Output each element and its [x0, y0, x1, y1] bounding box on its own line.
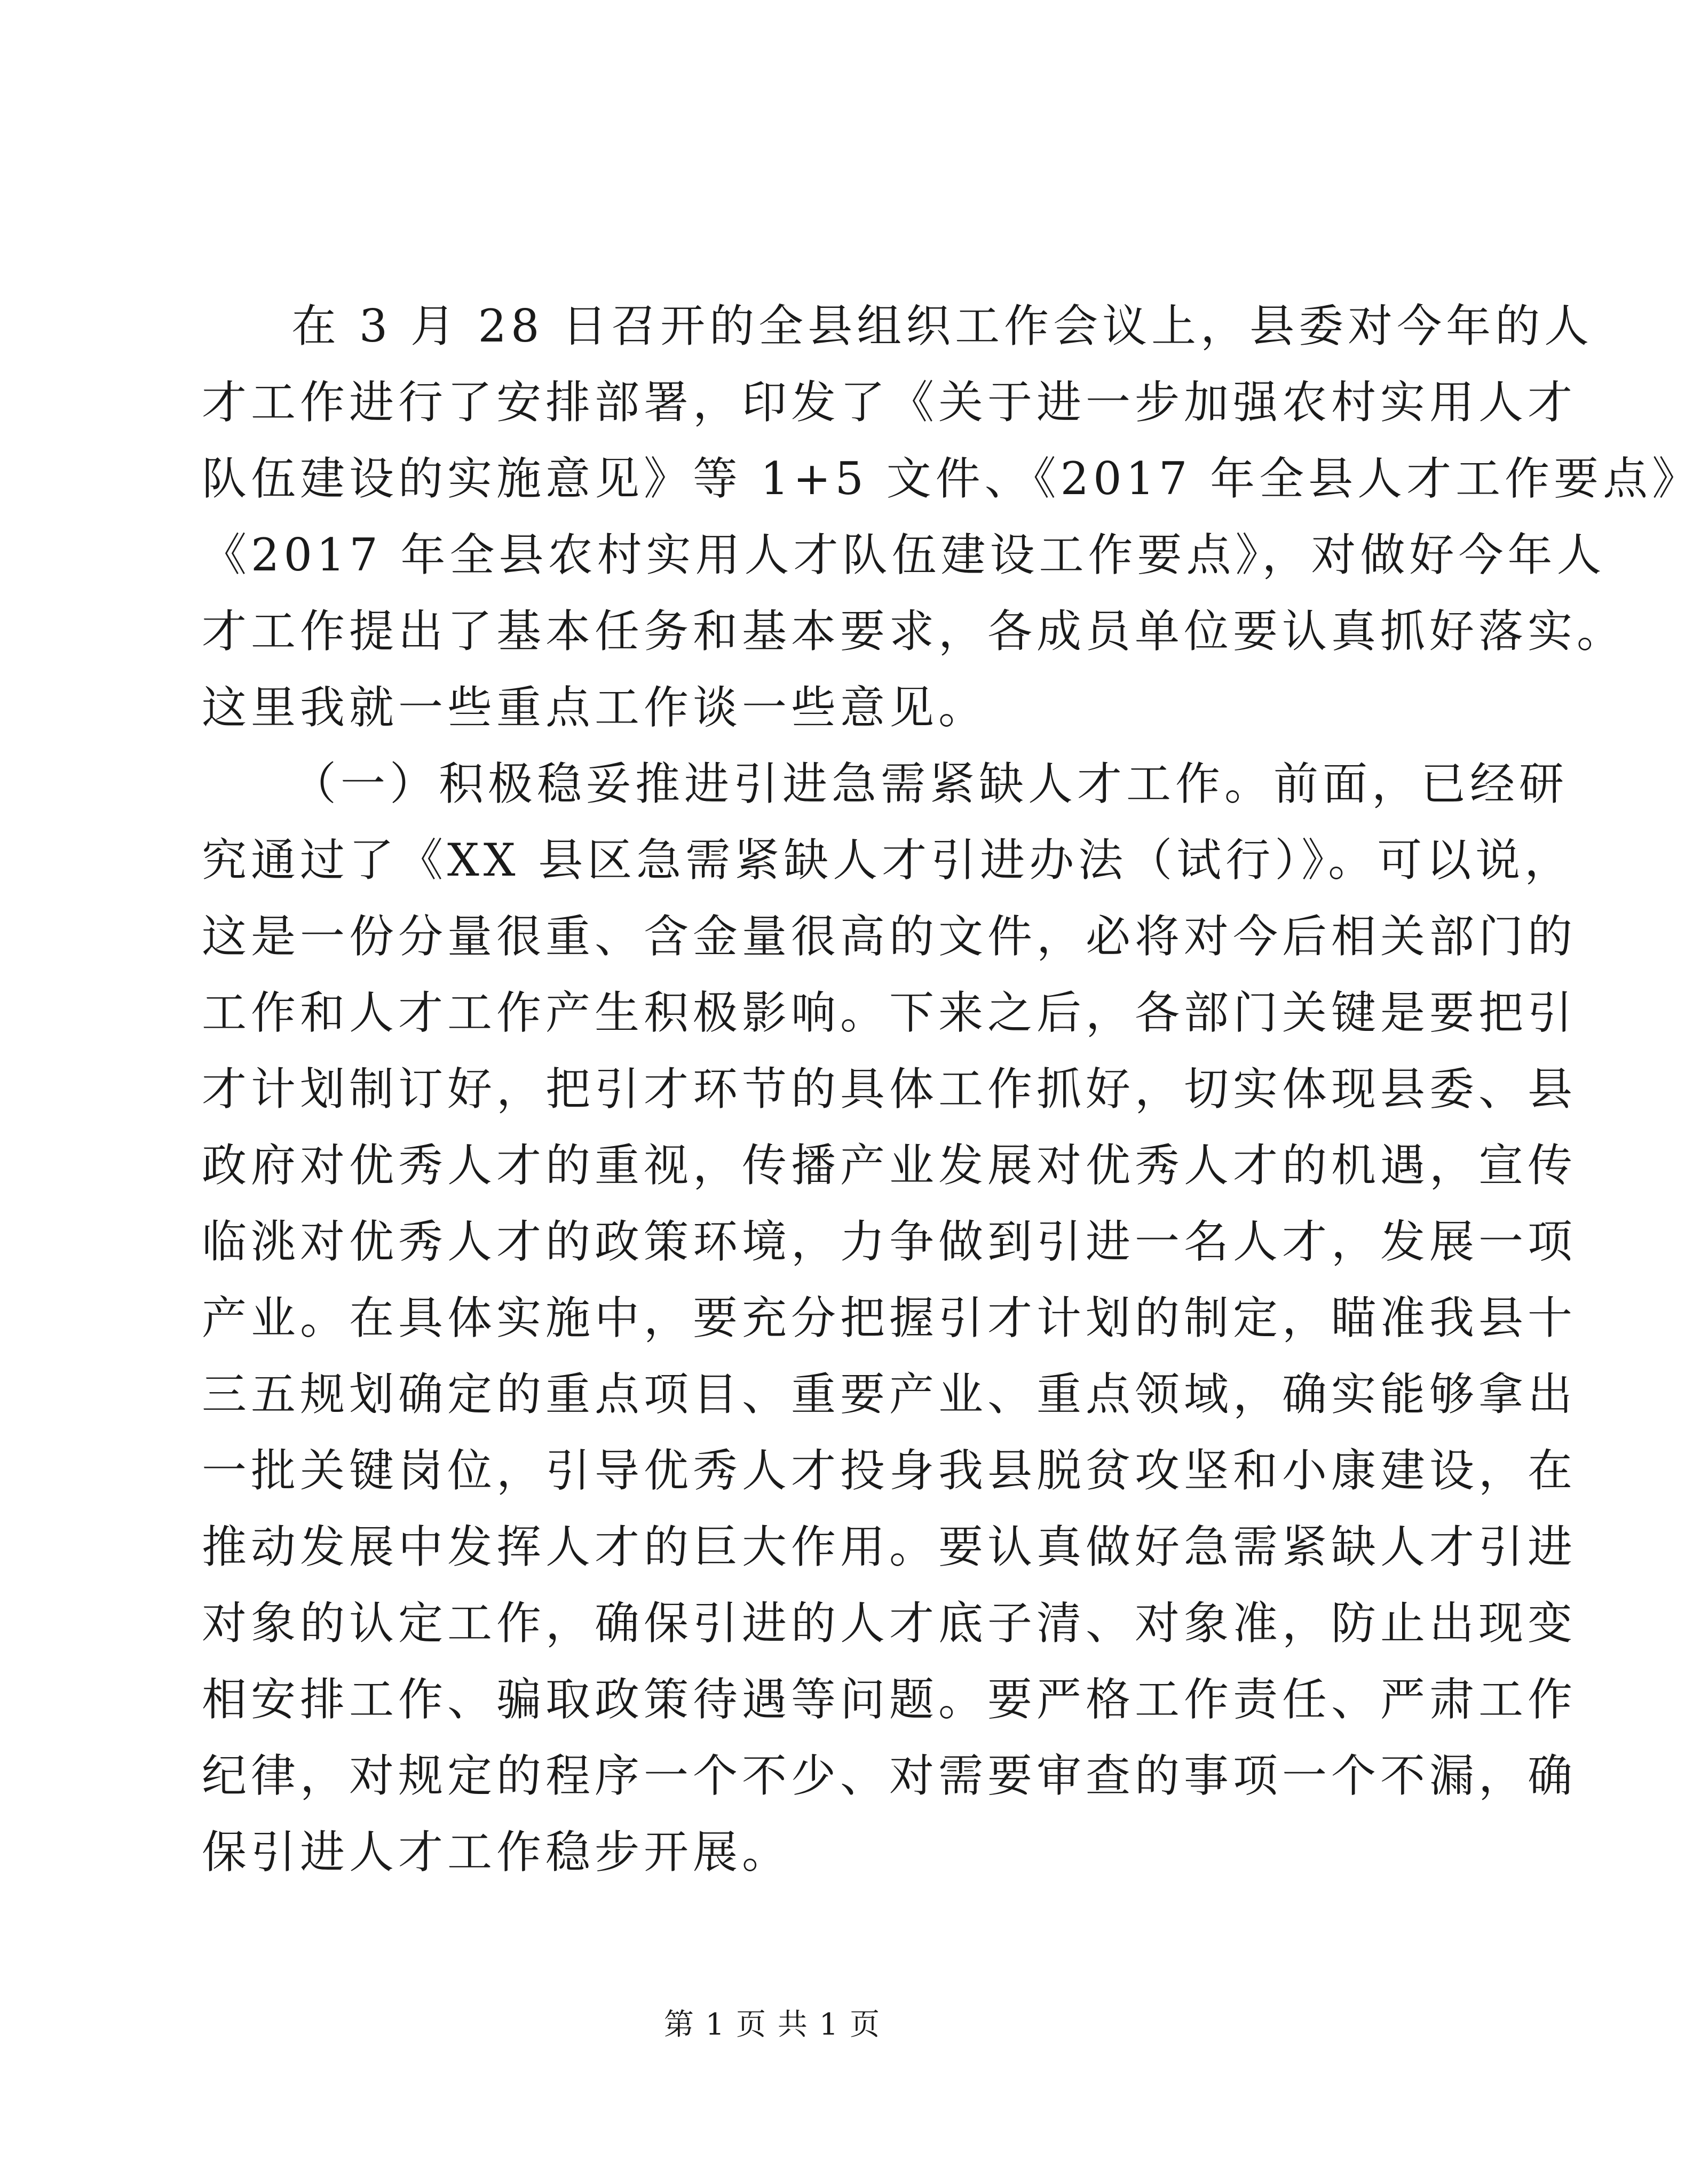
paragraph-2-line-1: （一）积极稳妥推进引进急需紧缺人才工作。前面，已经研: [291, 758, 1569, 810]
paragraph-2-line-13: 相安排工作、骗取政策待遇等问题。要严格工作责任、严肃工作: [202, 1673, 1577, 1726]
paragraph-2-line-12: 对象的认定工作，确保引进的人才底子清、对象准，防止出现变: [202, 1597, 1577, 1649]
page-number-footer: 第 1 页 共 1 页: [663, 2007, 881, 2042]
paragraph-2-line-8: 产业。在具体实施中，要充分把握引才计划的制定，瞄准我县十: [202, 1292, 1577, 1344]
paragraph-2-line-10: 一批关键岗位，引导优秀人才投身我县脱贫攻坚和小康建设，在: [202, 1444, 1577, 1497]
paragraph-1-line-6: 这里我就一些重点工作谈一些意见。: [202, 681, 988, 734]
paragraph-2-line-11: 推动发展中发挥人才的巨大作用。要认真做好急需紧缺人才引进: [202, 1521, 1577, 1573]
paragraph-2-line-15: 保引进人才工作稳步开展。: [202, 1826, 792, 1878]
paragraph-2-line-7: 临洮对优秀人才的政策环境，力争做到引进一名人才，发展一项: [202, 1216, 1577, 1268]
paragraph-2-line-4: 工作和人才工作产生积极影响。下来之后，各部门关键是要把引: [202, 987, 1577, 1039]
paragraph-1-line-1: 在 3 月 28 日召开的全县组织工作会议上，县委对今年的人: [291, 300, 1594, 352]
paragraph-1-line-5: 才工作提出了基本任务和基本要求，各成员单位要认真抓好落实。: [202, 605, 1626, 657]
document-body: [202, 288, 1701, 1891]
paragraph-2-line-3: 这是一份分量很重、含金量很高的文件，必将对今后相关部门的: [202, 910, 1577, 963]
paragraph-2-line-14: 纪律，对规定的程序一个不少、对需要审查的事项一个不漏，确: [202, 1750, 1577, 1802]
paragraph-2-line-9: 三五规划确定的重点项目、重要产业、重点领域，确实能够拿出: [202, 1368, 1577, 1420]
paragraph-2-line-2: 究通过了《XX 县区急需紧缺人才引进办法（试行）》。可以说，: [202, 834, 1574, 886]
paragraph-1-line-4: 《2017 年全县农村实用人才队伍建设工作要点》，对做好今年人: [202, 529, 1606, 581]
paragraph-2-line-6: 政府对优秀人才的重视，传播产业发展对优秀人才的机遇，宣传: [202, 1139, 1577, 1192]
paragraph-2-line-5: 才计划制订好，把引才环节的具体工作抓好，切实体现县委、县: [202, 1063, 1577, 1115]
paragraph-1-line-2: 才工作进行了安排部署，印发了《关于进一步加强农村实用人才: [202, 376, 1577, 428]
paragraph-1-line-3: 队伍建设的实施意见》等 1+5 文件、《2017 年全县人才工作要点》: [202, 452, 1701, 505]
